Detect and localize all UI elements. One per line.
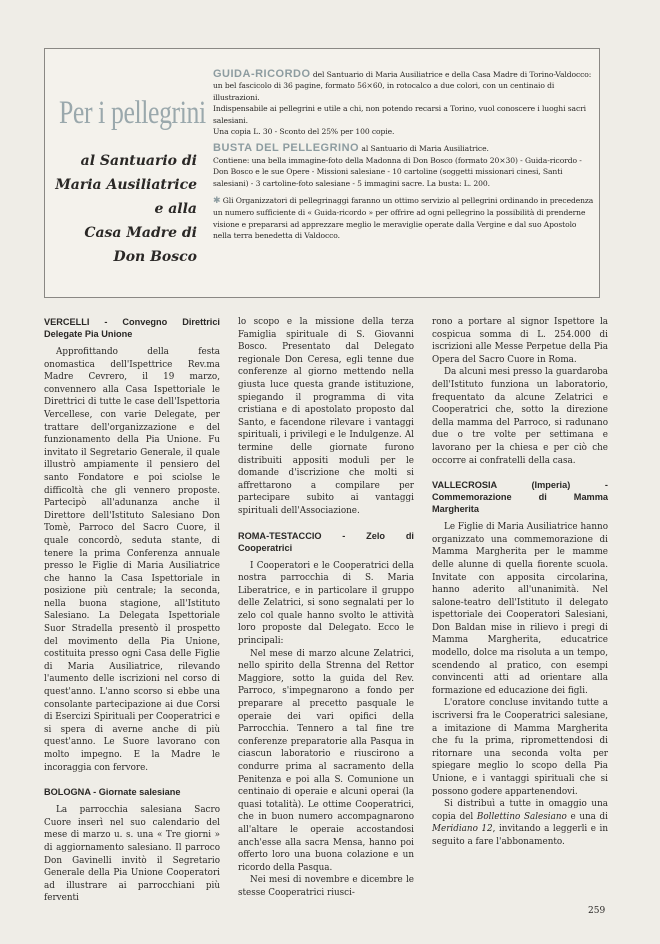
- ad-left-panel: [45, 49, 206, 297]
- page-number: 259: [588, 906, 606, 916]
- text-run: , invitando a leggerli e in seguito a fare l'abbonamento.: [432, 824, 608, 847]
- ad-item-heading: GUIDA-RICORDO: [213, 68, 311, 80]
- ad-item-text: al Santuario di Maria Ausiliatrice.: [359, 144, 489, 154]
- article-paragraph: L'oratore concluse invitando tutte a iscriversi fra le Cooperatrici salesiane, a imitazione di Mamma Margherita che fu la prima, ripromettendosi di ritornare una seconda volta per spiegare meglio lo scopo della Pia Unione, e i vantaggi spirituali che si possono godere appartenendovi.: [432, 698, 608, 797]
- article-heading: VALLECROSIA (Imperia) - Commemorazione di Mamma Margherita: [432, 480, 608, 515]
- pilgrims-advertisement: [44, 48, 600, 298]
- ad-title: Per i pellegrini: [59, 95, 206, 131]
- column-2: [238, 316, 414, 900]
- article-paragraph: lo scopo e la missione della terza Famiglia spirituale di S. Giovanni Bosco. Presentato dal Delegato regionale Don Ceresa, egli tenne due conferenze al giorno mettendo nella giusta luce questa grande istituzione, spiegando il programma di vita cristiana e di apostolato proposto dal Santo, e facendone rilevare i vantaggi spirituali, i privilegi e le Indulgenze. Al termine delle giornate furono distribuiti appositi moduli per le domande d'iscrizione che molti si affrettarono a compilare per partecipare subito ai vantaggi spirituali dell'Associazione.: [238, 317, 414, 516]
- ad-note-text: Gli Organizzatori di pellegrinaggi faranno un ottimo servizio al pellegrini ordinando in precedenza un numero sufficiente di « Guida-ricordo » per offrire ad ogni pellegrino la possibilità di prenderne visione e prepararsi ad apprezzare meglio le meraviglie operate dalla Vergine e dal suo Apostolo nella terra benedetta di Valdocco.: [213, 196, 594, 241]
- publication-title: Bollettino Salesiano: [476, 811, 567, 822]
- publication-title: Meridiano 12: [432, 824, 493, 835]
- ad-item-heading: BUSTA DEL PELLEGRINO: [213, 142, 360, 155]
- ad-subtitle: [47, 149, 197, 269]
- article-paragraph: Approfittando della festa onomastica dell'Ispettrice Rev.ma Madre Cevrero, il 19 marzo, convennero alla Casa Ispettoriale le Direttrici di tutte le case dell'Ispettoria Vercellese, con varie Delegate, per trattare dell'organizzazione e del funzionamento della Pia Unione. Fu invitato il Segretario Generale, il quale illustrò ampiamente il pensiero del santo Fondatore e poi sciolse le difficoltà che gli vennero proposte. Partecipò all'adunanza anche il Direttore dell'Istituto Salesiano Don Tomè, Parroco del Sacro Cuore, il quale concordò, seduta stante, di tenere la prima Conferenza annuale presso le Figlie di Maria Ausiliatrice che hanno la Casa Ispettoriale in posizione più centrale; la seconda, nella buona stagione, all'Istituto Salesiano. La Delegata Ispettoriale Suor Stradella presentò il prospetto del movimento della Pia Unione, costituita presso ogni Casa delle Figlie di Maria Ausiliatrice, rilevando l'aumento delle iscrizioni nel corso di quest'anno. L'anno scorso si ebbe una consolante partecipazione ai due Corsi di Esercizi Spirituali per Cooperatrici e si spera di averne anche di più quest'anno. Le Suore lavorano con molto impegno. E la Madre le incoraggia con fervore.: [44, 347, 220, 773]
- article-paragraph: I Cooperatori e le Cooperatrici della nostra parrocchia di S. Maria Liberatrice, e in particolare il gruppo delle Zelatrici, si sono segnalati per lo zelo col quale hanno svolto le attività loro proposte dal Delegato. Ecco le principali:: [238, 560, 414, 647]
- text-run: e una di: [566, 811, 608, 822]
- ad-subtitle-line: al Santuario di: [80, 153, 197, 169]
- article-paragraph: La parrocchia salesiana Sacro Cuore inserì nel suo calendario del mese di marzo u. s. una « Tre giorni » di aggiornamento salesiano. Il parroco Don Gavinelli invitò il Segretario Generale della Pia Unione Cooperatori ad illustrare ai parrocchiani più ferventi: [44, 805, 220, 904]
- ad-item-guida: [213, 69, 595, 137]
- article-heading: BOLOGNA - Giornate salesiane: [44, 787, 181, 798]
- ad-subtitle-line: e alla: [154, 201, 197, 217]
- ad-subtitle-line: Maria Ausiliatrice: [55, 177, 197, 193]
- ad-subtitle-line: Don Bosco: [113, 249, 197, 265]
- ad-item-extra: Contiene: una bella immagine-foto della Madonna di Don Bosco (formato 20×30) - Guida-ricordo - Don Bosco e le sue Opere - Missioni salesiane - 10 cartoline (soggetti missionari cinesi, Santi salesiani) - 3 cartoline-foto salesiane - 5 immagini sacre. La busta: L. 200.: [213, 155, 582, 188]
- article-paragraph: Nel mese di marzo alcune Zelatrici, nello spirito della Strenna del Rettor Maggiore, sotto la guida del Rev. Parroco, s'impegnarono a fondo per preparare al precetto pasquale le operaie dei vari opifici della Parrocchia. Tennero a tal fine tre conferenze preparatorie alla Pasqua in ciascun laboratorio e riuscirono a condurre prima al sacramento della Penitenza e poi alla S. Comunione un centinaio di operaie e alcuni operai (la quasi totalità). Le ottime Cooperatrici, che in buon numero accompagnarono all'altare le operaie accostandosi anch'esse alla sacra Mensa, hanno poi offerto loro una buona colazione e un ricordo della Pasqua.: [238, 648, 414, 873]
- article-paragraph: rono a portare al signor Ispettore la cospicua somma di L. 254.000 di iscrizioni alle Messe Perpetue della Pia Opera del Sacro Cuore in Roma.: [432, 317, 608, 365]
- article-heading: VERCELLI - Convegno Direttrici Delegate Pia Unione: [44, 317, 220, 339]
- article-paragraph: Da alcuni mesi presso la guardaroba dell'Istituto funziona un laboratorio, frequentato da alcune Zelatrici e Cooperatrici che, sotto la direzione della mamma del Parroco, si radunano due o tre volte per settimana e lavorano per la chiesa e per ciò che occorre ai confratelli della casa.: [432, 367, 608, 466]
- article-heading: ROMA-TESTACCIO - Zelo di Cooperatrici: [238, 530, 414, 553]
- ad-note: [213, 195, 595, 242]
- article-paragraph: Le Figlie di Maria Ausiliatrice hanno organizzato una commemorazione di Mamma Margherita per le mamme delle alunne di quella fiorente scuola. Invitate con apposita circolarina, hanno aderito all'unanimità. Nel salone-teatro dell'Istituto il delegato ispettoriale dei Cooperatori Salesiani, Don Baldan mise in rilievo i pregi di Mamma Margherita, educatrice modello, dolce ma risoluta a un tempo, scendendo al pratico, con esempi convincenti atti ad orientare alla formazione ed educazione dei figli.: [432, 522, 608, 696]
- article-paragraph: [432, 798, 608, 848]
- star-icon: ✱: [213, 196, 221, 207]
- ad-item-extra: Indispensabile ai pellegrini e utile a chi, non potendo recarsi a Torino, vuol conoscere i luoghi sacri salesiani.: [213, 104, 586, 125]
- ad-right-panel: [213, 69, 595, 248]
- column-1: [44, 316, 220, 905]
- ad-item-extra: Una copia L. 30 - Sconto del 25% per 100 copie.: [213, 127, 395, 137]
- column-3: [432, 316, 608, 849]
- ad-subtitle-line: Casa Madre di: [84, 225, 197, 241]
- article-paragraph: Nei mesi di novembre e dicembre le stesse Cooperatrici riusci-: [238, 875, 414, 898]
- text-run: Si distribuì a tutte in omaggio una copia del: [432, 799, 608, 822]
- ad-item-text: del Santuario di Maria Ausiliatrice e della Casa Madre di Torino-Valdocco: un bel fascicolo di 36 pagine, formato 56×60, in rotocalco a due colori, con un centinaio di illustrazioni.: [213, 70, 592, 102]
- ad-item-busta: [213, 143, 595, 189]
